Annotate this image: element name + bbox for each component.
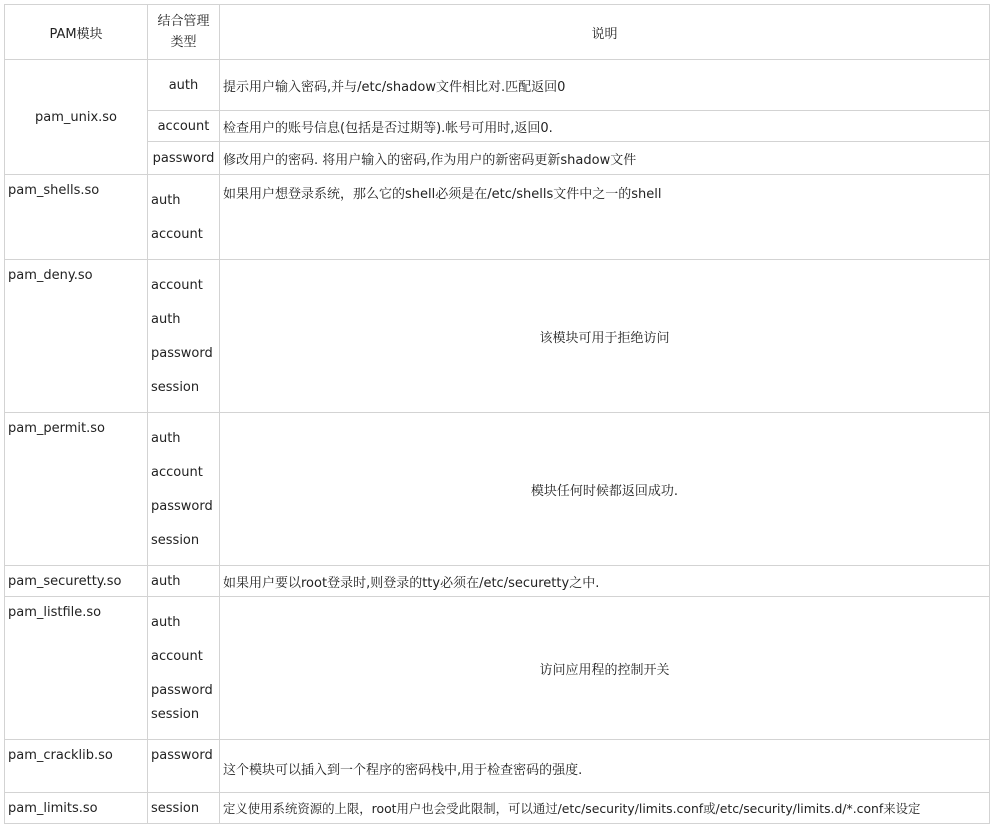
type-item: password xyxy=(151,499,213,514)
type-item: auth xyxy=(151,431,181,446)
description-cell: 检查用户的账号信息(包括是否过期等).帐号可用时,返回0. xyxy=(220,111,990,142)
description-cell: 提示用户输入密码,并与/etc/shadow文件相比对.匹配返回0 xyxy=(220,60,990,111)
type-item: account xyxy=(151,278,203,293)
table-row xyxy=(5,260,990,413)
type-item: account xyxy=(151,649,203,664)
type-item: account xyxy=(151,227,203,242)
type-item: password xyxy=(151,683,213,698)
type-cell: account xyxy=(148,111,220,142)
type-item: account xyxy=(151,465,203,480)
description-cell: 访问应用程的控制开关 xyxy=(220,597,990,740)
type-item: auth xyxy=(151,615,181,630)
type-item: session xyxy=(151,380,200,395)
type-cell: password xyxy=(148,142,220,175)
module-cell: pam_permit.so xyxy=(5,413,148,566)
pam-modules-document xyxy=(4,4,990,822)
description-cell: 定义使用系统资源的上限，root用户也会受此限制，可以通过/etc/security/limits.conf或/etc/security/limits.d/*.conf来设定 xyxy=(220,793,990,824)
description-cell: 该模块可用于拒绝访问 xyxy=(220,260,990,413)
type-list xyxy=(148,175,220,260)
pam-modules-table xyxy=(4,4,990,824)
header-type-line1: 结合管理 xyxy=(157,14,210,29)
type-item: session xyxy=(151,707,200,722)
table-row xyxy=(5,793,990,824)
table-header-row xyxy=(5,5,990,60)
type-item: auth xyxy=(151,193,181,208)
type-list xyxy=(148,413,220,566)
module-cell: pam_securetty.so xyxy=(5,566,148,597)
header-module: PAM模块 xyxy=(5,5,148,60)
module-cell: pam_limits.so xyxy=(5,793,148,824)
description-cell: 如果用户想登录系统，那么它的shell必须是在/etc/shells文件中之一的shell xyxy=(220,175,990,260)
header-type xyxy=(148,5,220,60)
description-cell: 模块任何时候都返回成功. xyxy=(220,413,990,566)
type-cell: auth xyxy=(148,566,220,597)
description-cell: 这个模块可以插入到一个程序的密码栈中,用于检查密码的强度. xyxy=(220,740,990,793)
module-cell: pam_cracklib.so xyxy=(5,740,148,793)
header-description: 说明 xyxy=(220,5,990,60)
module-cell: pam_shells.so xyxy=(5,175,148,260)
type-cell: session xyxy=(148,793,220,824)
table-row xyxy=(5,60,990,111)
type-item: auth xyxy=(151,312,181,327)
module-cell: pam_deny.so xyxy=(5,260,148,413)
table-row xyxy=(5,740,990,793)
description-cell: 如果用户要以root登录时,则登录的tty必须在/etc/securetty之中. xyxy=(220,566,990,597)
table-row xyxy=(5,566,990,597)
type-cell: password xyxy=(148,740,220,793)
table-row xyxy=(5,175,990,260)
table-row xyxy=(5,413,990,566)
module-cell: pam_unix.so xyxy=(5,60,148,175)
table-row xyxy=(5,597,990,740)
description-cell: 修改用户的密码. 将用户输入的密码,作为用户的新密码更新shadow文件 xyxy=(220,142,990,175)
type-item: password xyxy=(151,346,213,361)
type-cell: auth xyxy=(148,60,220,111)
type-list xyxy=(148,260,220,413)
table-row xyxy=(5,142,990,175)
type-list xyxy=(148,597,220,740)
module-cell: pam_listfile.so xyxy=(5,597,148,740)
header-type-line2: 类型 xyxy=(170,35,197,50)
type-item: session xyxy=(151,533,200,548)
table-row xyxy=(5,111,990,142)
